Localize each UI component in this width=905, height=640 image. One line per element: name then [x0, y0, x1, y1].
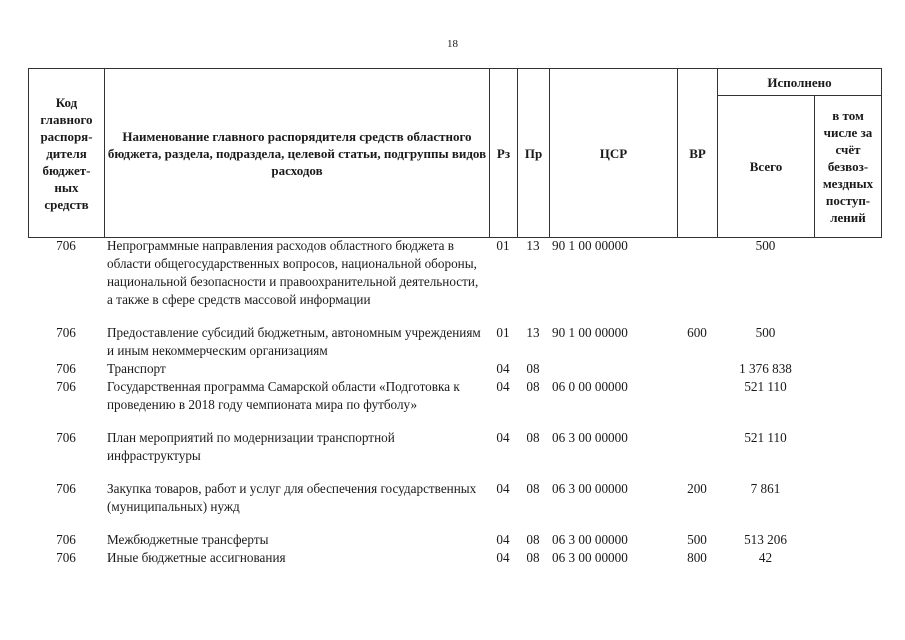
page-number: 18 — [447, 38, 458, 50]
cell-code: 706 — [56, 430, 76, 445]
cell-csr: 06 0 00 00000 — [552, 379, 628, 394]
cell-name: Межбюджетные трансферты — [107, 532, 269, 547]
cell-rz: 01 — [496, 325, 510, 340]
cell-pr: 08 — [526, 481, 540, 496]
cell-rz: 01 — [496, 238, 510, 253]
cell-incl — [814, 480, 881, 531]
cell-rz: 04 — [496, 550, 510, 565]
header-rz: Рз — [490, 69, 518, 238]
cell-csr — [549, 360, 677, 378]
cell-csr: 06 3 00 00000 — [552, 430, 628, 445]
cell-rz: 04 — [496, 481, 510, 496]
table-row — [28, 480, 881, 531]
cell-code: 706 — [56, 361, 76, 376]
table-header — [28, 68, 882, 238]
cell-vr: 200 — [687, 481, 707, 496]
cell-name: Государственная программа Самарской области «Подготовка к проведению в 2018 году чемпионата мира по футболу» — [107, 379, 460, 412]
table-row — [28, 549, 881, 567]
cell-vr: 600 — [687, 325, 707, 340]
table-row — [28, 531, 881, 549]
cell-code: 706 — [56, 481, 76, 496]
header-pr: Пр — [518, 69, 550, 238]
cell-vr: 500 — [687, 532, 707, 547]
cell-vr — [677, 378, 717, 429]
cell-pr: 08 — [526, 379, 540, 394]
cell-code: 706 — [56, 532, 76, 547]
cell-pr: 08 — [526, 550, 540, 565]
cell-incl — [814, 429, 881, 480]
cell-code: 706 — [56, 325, 76, 340]
cell-total: 513 206 — [744, 532, 787, 547]
cell-pr: 08 — [526, 532, 540, 547]
cell-code: 706 — [56, 379, 76, 394]
cell-total: 42 — [758, 550, 773, 565]
cell-incl — [814, 360, 881, 378]
cell-vr — [677, 360, 717, 378]
cell-vr: 800 — [687, 550, 707, 565]
cell-name: Предоставление субсидий бюджетным, автономным учреждениям и иным некоммерческим организациям — [107, 325, 481, 358]
header-vr: ВР — [678, 69, 718, 238]
header-total: Всего — [718, 96, 815, 238]
cell-total: 7 861 — [750, 481, 781, 496]
cell-name: Непрограммные направления расходов областного бюджета в области общегосударственных вопросов, национальной обороны, национальной безопасности и правоохранительной деятельности, а также в сфере средств массовой информации — [107, 238, 479, 307]
header-name: Наименование главного распорядителя средств областного бюджета, раздела, подраздела, целевой статьи, подгруппы видов расходов — [105, 69, 490, 238]
cell-rz: 04 — [496, 430, 510, 445]
cell-rz: 04 — [496, 361, 510, 376]
table-row — [28, 360, 881, 378]
cell-code: 706 — [56, 238, 76, 253]
cell-rz: 04 — [496, 379, 510, 394]
cell-vr — [677, 429, 717, 480]
cell-pr: 13 — [526, 238, 540, 253]
cell-csr: 06 3 00 00000 — [552, 550, 628, 565]
header-csr: ЦСР — [550, 69, 678, 238]
cell-pr: 13 — [526, 325, 540, 340]
table-row — [28, 237, 881, 324]
table-row — [28, 324, 881, 360]
cell-total: 521 110 — [744, 430, 787, 445]
cell-pr: 08 — [526, 361, 540, 376]
table-row — [28, 378, 881, 429]
cell-incl — [814, 237, 881, 324]
cell-csr: 90 1 00 00000 — [552, 325, 628, 340]
cell-total: 1 376 838 — [739, 361, 792, 376]
cell-incl — [814, 324, 881, 360]
table-body — [28, 237, 881, 567]
cell-rz: 04 — [496, 532, 510, 547]
cell-pr: 08 — [526, 430, 540, 445]
cell-total: 500 — [755, 238, 776, 253]
cell-code: 706 — [56, 550, 76, 565]
cell-incl — [814, 378, 881, 429]
header-code: Код главного распоря-дителя бюджет-ных средств — [29, 69, 105, 238]
cell-name: План мероприятий по модернизации транспортной инфраструктуры — [107, 430, 395, 463]
cell-incl — [814, 549, 881, 567]
cell-incl — [814, 531, 881, 549]
cell-name: Закупка товаров, работ и услуг для обеспечения государственных (муниципальных) нужд — [107, 481, 477, 514]
cell-total: 500 — [755, 325, 776, 340]
cell-csr: 06 3 00 00000 — [552, 532, 628, 547]
cell-name: Иные бюджетные ассигнования — [107, 550, 286, 565]
header-incl: в том числе за счёт безвоз-мездных поступ-лений — [815, 96, 882, 238]
cell-total: 521 110 — [744, 379, 787, 394]
cell-vr — [677, 237, 717, 324]
cell-csr: 90 1 00 00000 — [552, 238, 628, 253]
header-executed: Исполнено — [718, 69, 882, 96]
table-row — [28, 429, 881, 480]
cell-csr: 06 3 00 00000 — [552, 481, 628, 496]
cell-name: Транспорт — [107, 361, 166, 376]
